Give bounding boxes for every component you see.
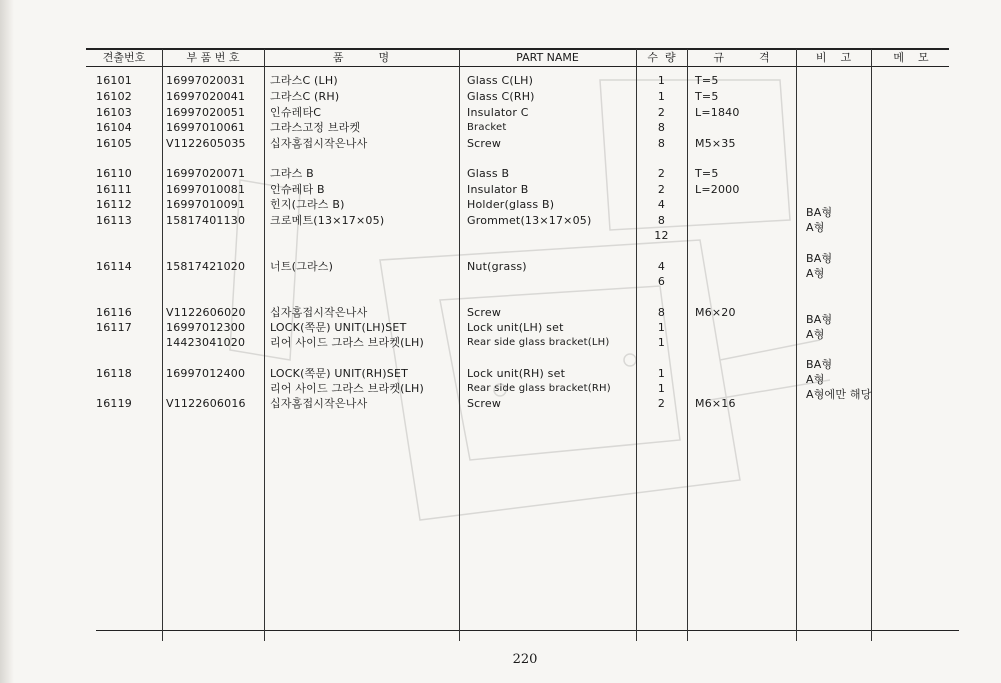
cell-part-no: 16997020041 (166, 90, 246, 103)
cell-remark: A형 (806, 267, 825, 280)
cell-name-en: Nut(grass) (467, 260, 527, 273)
cell-part-no: 14423041020 (166, 336, 246, 349)
cell-name-en: Rear side glass bracket(RH) (467, 383, 611, 394)
cell-seq: 16113 (96, 214, 132, 227)
cell-name-en: Screw (467, 306, 502, 319)
cell-name-ko: LOCK(쪽문) UNIT(LH)SET (270, 321, 407, 334)
cell-seq: 16117 (96, 321, 132, 334)
cell-name-ko: 십자홈접시작은나사 (270, 306, 368, 319)
cell-name-en: Holder(glass B) (467, 198, 555, 211)
bottom-rule (96, 630, 959, 631)
header-remark: 비 고 (815, 51, 852, 64)
header-name-ko: 품 명 (332, 51, 390, 64)
cell-qty: 2 (657, 183, 666, 196)
cell-spec: M5×35 (695, 137, 736, 150)
cell-remark: BA형 (806, 252, 833, 265)
cell-part-no: V1122606016 (166, 397, 246, 410)
cell-spec: T=5 (695, 74, 719, 87)
cell-seq: 16105 (96, 137, 132, 150)
cell-seq: 16101 (96, 74, 132, 87)
header-part-name: PART NAME (516, 51, 579, 64)
cell-name-en: Insulator B (467, 183, 529, 196)
cell-spec: T=5 (695, 167, 719, 180)
cell-part-no: 16997010091 (166, 198, 246, 211)
cell-qty: 2 (657, 167, 666, 180)
cell-remark: A형 (806, 221, 825, 234)
cell-name-ko: 인슈레타C (270, 106, 322, 119)
cell-name-en: Insulator C (467, 106, 529, 119)
header-rule (86, 66, 949, 67)
header-part-no: 부 품 번 호 (186, 51, 240, 64)
cell-part-no: 16997012300 (166, 321, 246, 334)
cell-name-ko: 그라스고정 브라켓 (270, 121, 361, 134)
cell-name-en: Bracket (467, 122, 507, 133)
cell-qty: 8 (657, 306, 666, 319)
cell-part-no: 16997010081 (166, 183, 246, 196)
cell-name-en: Grommet(13×17×05) (467, 214, 592, 227)
cell-part-no: 15817421020 (166, 260, 246, 273)
cell-remark: BA형 (806, 358, 833, 371)
cell-name-en: Screw (467, 137, 502, 150)
column-divider (687, 49, 688, 641)
cell-name-en: Glass C(RH) (467, 90, 535, 103)
cell-name-en: Glass C(LH) (467, 74, 534, 87)
cell-spec: L=2000 (695, 183, 740, 196)
cell-name-ko: 그라스C (RH) (270, 90, 340, 103)
cell-name-en: Screw (467, 397, 502, 410)
cell-qty: 1 (657, 367, 666, 380)
cell-name-ko: 힌지(그라스 B) (270, 198, 345, 211)
cell-name-en: Glass B (467, 167, 510, 180)
cell-qty: 4 (657, 198, 666, 211)
cell-name-en: Rear side glass bracket(LH) (467, 337, 610, 348)
cell-spec: M6×16 (695, 397, 736, 410)
cell-qty: 1 (657, 336, 666, 349)
cell-qty: 2 (657, 106, 666, 119)
cell-seq: 16110 (96, 167, 132, 180)
cell-qty: 6 (657, 275, 666, 288)
cell-remark: A형 (806, 328, 825, 341)
cell-seq: 16119 (96, 397, 132, 410)
cell-remark: A형에만 해당 (806, 388, 872, 401)
cell-qty: 8 (657, 214, 666, 227)
header-spec: 규 격 (713, 51, 770, 64)
column-divider (459, 49, 460, 641)
cell-qty: 1 (657, 382, 666, 395)
cell-part-no: 15817401130 (166, 214, 246, 227)
cell-part-no: V1122605035 (166, 137, 246, 150)
cell-remark: BA형 (806, 313, 833, 326)
cell-spec: M6×20 (695, 306, 736, 319)
cell-spec: T=5 (695, 90, 719, 103)
column-divider (636, 49, 637, 641)
cell-part-no: 16997020031 (166, 74, 246, 87)
cell-seq: 16111 (96, 183, 132, 196)
header-memo: 메 모 (893, 51, 929, 64)
cell-part-no: 16997012400 (166, 367, 246, 380)
column-divider (796, 49, 797, 641)
cell-name-ko: 크로메트(13×17×05) (270, 214, 385, 227)
cell-qty: 12 (654, 229, 669, 242)
cell-name-ko: 리어 사이드 그라스 브라켓(LH) (270, 336, 424, 349)
header-qty: 수 량 (647, 51, 676, 64)
page-binding-shadow (0, 0, 14, 683)
cell-name-ko: 그라스 B (270, 167, 314, 180)
cell-seq: 16103 (96, 106, 132, 119)
cell-part-no: 16997020071 (166, 167, 246, 180)
cell-seq: 16116 (96, 306, 132, 319)
cell-qty: 8 (657, 121, 666, 134)
cell-part-no: 16997010061 (166, 121, 246, 134)
cell-qty: 4 (657, 260, 666, 273)
cell-seq: 16112 (96, 198, 132, 211)
cell-seq: 16114 (96, 260, 132, 273)
cell-name-ko: 너트(그라스) (270, 260, 334, 273)
cell-spec: L=1840 (695, 106, 740, 119)
cell-remark: BA형 (806, 206, 833, 219)
cell-qty: 8 (657, 137, 666, 150)
cell-name-ko: 그라스C (LH) (270, 74, 338, 87)
page-number: 220 (512, 652, 538, 667)
cell-remark: A형 (806, 373, 825, 386)
cell-name-ko: 십자홈접시작은나사 (270, 397, 368, 410)
cell-name-ko: LOCK(쪽문) UNIT(RH)SET (270, 367, 409, 380)
cell-qty: 1 (657, 74, 666, 87)
cell-name-ko: 리어 사이드 그라스 브라켓(LH) (270, 382, 424, 395)
column-divider (264, 49, 265, 641)
cell-name-ko: 인슈레타 B (270, 183, 325, 196)
top-rule (86, 48, 949, 50)
cell-part-no: V1122606020 (166, 306, 246, 319)
cell-part-no: 16997020051 (166, 106, 246, 119)
cell-seq: 16118 (96, 367, 132, 380)
column-divider (162, 49, 163, 641)
cell-seq: 16104 (96, 121, 132, 134)
cell-seq: 16102 (96, 90, 132, 103)
cell-qty: 2 (657, 397, 666, 410)
cell-qty: 1 (657, 90, 666, 103)
column-divider (871, 49, 872, 641)
cell-name-en: Lock unit(RH) set (467, 367, 566, 380)
cell-qty: 1 (657, 321, 666, 334)
cell-name-ko: 십자홈접시작은나사 (270, 137, 368, 150)
header-seq: 견출번호 (102, 51, 146, 64)
cell-name-en: Lock unit(LH) set (467, 321, 564, 334)
